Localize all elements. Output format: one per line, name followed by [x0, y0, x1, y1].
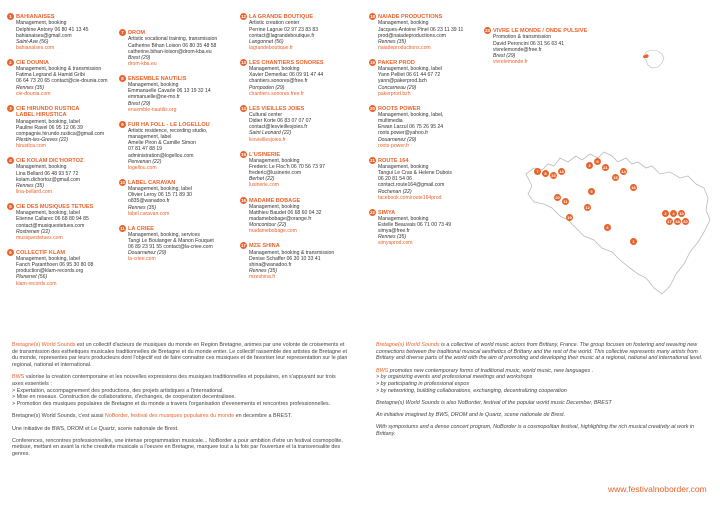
entry-website[interactable]: lagrandeboutique.fr	[249, 44, 293, 51]
fr-paragraph-4: Une initiative de BWS, DROM et Le Quartz, scene nationale de Brest.	[12, 425, 179, 432]
map-marker-5: 5	[588, 188, 595, 195]
entry-number-badge: 12	[241, 14, 246, 19]
entry-detail: yann@pakerprod.bzh	[378, 78, 427, 85]
map-marker-18: 18	[675, 219, 680, 224]
entry-name: NAIADE PRODUCTIONS	[378, 14, 443, 20]
entry-city: Moncontour (22)	[249, 222, 287, 229]
entry-detail: Didier Korte 06 83 07 07 07	[249, 118, 312, 125]
entry-number-badge: 14	[241, 105, 246, 111]
entry-detail: Management, booking	[378, 216, 429, 223]
entry-city: Plestin-les-Greves (22)	[16, 136, 69, 143]
entry-detail: Perrine Lagrue 02 97 23 83 83	[249, 26, 319, 33]
entry-detail: management, label	[128, 134, 172, 141]
brittany-map	[520, 128, 715, 298]
directory-entry	[120, 179, 256, 217]
entry-detail: Jacques-Antoine Pinel 06 23 11 39 11	[378, 26, 464, 33]
entry-detail: Etienne Callarec 06 68 80 94 85	[16, 216, 89, 223]
entry-detail: Management, booking	[378, 20, 429, 27]
entry-name: LES VIEILLES JOIES	[249, 105, 305, 112]
entry-city: Saint-Ave (56)	[16, 38, 49, 45]
entry-detail: Management, booking	[249, 158, 300, 165]
entry-number-badge: 19	[370, 59, 375, 65]
entry-detail: Management, booking & transmission	[249, 249, 335, 256]
entry-detail: Tangui Le Cras & Helene Dubois	[378, 170, 452, 177]
directory-column-4	[370, 14, 490, 256]
map-marker-23: 23	[551, 173, 556, 178]
entry-detail: Management, booking	[249, 66, 300, 73]
entry-detail: prod@naiadeproductions.com	[378, 32, 447, 39]
entry-number-badge: 1	[7, 13, 14, 20]
entry-detail: frederic@lusinerie.com	[249, 170, 302, 177]
entry-website[interactable]: drom-kba.eu	[128, 60, 157, 67]
entry-detail: shina@wanadoo.fr	[249, 261, 292, 268]
directory-entry	[120, 225, 256, 263]
entry-detail: Amelie Piron & Camille Simon	[128, 140, 196, 147]
entry-number-badge: 16	[241, 197, 246, 203]
en-paragraph-2: BWS promotes new contemporary forms of traditional music, world music, new languages . > by organizing events and professional meetings and workshops > by participating in professional expos > by networking, building collaborations, exchanging, decentralizing cooperation	[376, 367, 594, 394]
entry-name: CIE KOLAM DIC'HORTOZ	[16, 158, 84, 165]
entry-number-badge: 10	[120, 179, 125, 185]
directory-entry	[485, 28, 623, 65]
entry-name: CIE DES MUSIQUES TETUES	[16, 203, 94, 210]
fr-paragraph-1: Bretagne(s) World Sounds est un collectif d'acteurs de musiques du monde en Region Bretagne, animes par une volonte de croisements et de transmission des esthetiques musicales traditionnelles de Bretagne et du monde entier. Le collectif rassemble des artistes de Bretagne et du monde, representes par leurs producteurs dont l'objectif est de faire connaitre ces musiques et de favoriser leur representation sur le plan regional, national et international.	[12, 342, 348, 369]
entry-city: Rennes (35)	[249, 268, 278, 275]
entry-website[interactable]: la-criee.com	[128, 256, 156, 263]
entry-detail: Management, booking	[16, 20, 67, 27]
directory-column-5	[485, 28, 623, 74]
entry-number-badge: 20	[370, 105, 375, 111]
map-marker-19: 19	[567, 215, 572, 220]
entry-detail: 06 20 81 54 06	[378, 176, 412, 183]
entry-detail: Management, booking	[378, 164, 429, 171]
entry-city: Langonnet (56)	[249, 38, 284, 45]
entry-name: DROM	[128, 30, 146, 36]
map-marker-13: 13	[559, 169, 564, 174]
entry-city: Brest (29)	[128, 54, 151, 61]
entry-city: Concarneau (29)	[378, 84, 417, 91]
map-marker-14: 14	[621, 169, 626, 174]
entry-name: ROOTS POWER	[378, 105, 421, 112]
entry-detail: 06 89 23 91 55 contact@la-criee.com	[128, 244, 213, 251]
entry-city: Plunerret (56)	[16, 274, 48, 281]
entry-website[interactable]: ensemble-nautilis.org	[128, 106, 177, 113]
entry-name: CIE HIRUNDO RUSTICA	[16, 105, 80, 112]
directory-entry	[241, 151, 374, 189]
fr-paragraph-2: BWS valorise la creation contemporaine et les nouvelles expressions des musiques traditionnelles et populaires, en s'appuyant sur trois axes essentiels : > Expertation, accompagnement des productions, des projets artistiques a l'international. > Mise en reseaux. Construction de collaborations, d'echanges, de cooperation decentralisee. > Promotion des musiques populaires de Bretagne et du monde a travers l'organisation d'evenements et rencontres professionnelles.	[12, 374, 336, 408]
entry-detail: Management, booking, label	[16, 210, 80, 217]
directory-entry	[9, 158, 141, 195]
entry-detail: Lina Bellard 06 48 93 57 72	[16, 170, 79, 177]
entry-number-badge: 4	[7, 157, 14, 164]
entry-detail: Cultural center	[249, 112, 283, 119]
entry-website[interactable]: simyaprod.com	[378, 240, 413, 247]
map-marker-8: 8	[542, 170, 549, 177]
entry-detail: Yann Pelliet 06 61 44 67 72	[378, 72, 441, 79]
entry-website[interactable]: lesvieillesjoies.fr	[249, 136, 286, 143]
map-marker-1: 1	[630, 238, 637, 245]
entry-number-badge: 17	[241, 243, 246, 249]
en-paragraph-1: Bretagne(s) World Sounds is a collective of world music actors from Brittany, France. The group focuses on fostering and weaving new connections between the traditional musical aesthetics of Brittany and the rest of the world. This collective represents many artists from Brittany and diverse parts of the world with the aim of promoting and developing their music at a regional, national and international level.	[376, 342, 703, 362]
map-marker-2: 2	[662, 210, 669, 217]
entry-detail: David Peroncini 06 31 56 63 41	[493, 40, 565, 47]
entry-detail: Pauline Ravel 06 95 12 06 39	[16, 124, 83, 131]
entry-name: BAHIANAISES	[16, 14, 55, 20]
entry-city: Rennes (35)	[378, 38, 407, 45]
entry-website[interactable]: cie-dounia.com	[16, 90, 51, 97]
entry-number-badge: 21	[370, 157, 375, 163]
entry-detail: Management, booking, services	[128, 232, 200, 239]
directory-entry	[370, 157, 490, 201]
entry-detail: madamebobage@orange.fr	[249, 216, 312, 223]
entry-website[interactable]: label.caravan.com	[128, 210, 170, 217]
map-marker-9: 9	[594, 158, 601, 165]
entry-name: ENSEMBLE NAUTILIS	[128, 75, 187, 82]
entry-number-badge: 11	[120, 225, 125, 231]
entry-city: Rennes (35)	[16, 84, 45, 91]
entry-detail: Emmanuelle Cavarle 06 13 19 32 14	[128, 88, 211, 95]
entry-detail: Management, booking, label	[378, 66, 442, 73]
entry-website[interactable]: mzeshina.fr	[249, 274, 276, 281]
entry-detail: Frederic Le Floc'h 06 70 56 73 97	[249, 164, 326, 171]
entry-website[interactable]: lina-bellard.com	[16, 188, 52, 195]
directory-column-2	[120, 30, 256, 272]
directory-entry	[241, 197, 374, 235]
entry-detail: simya@free.fr	[378, 228, 410, 235]
map-marker-16: 16	[631, 185, 636, 190]
entry-number-badge: 15	[241, 151, 246, 157]
entry-detail: Estelle Beauvais 06 71 00 73 49	[378, 222, 452, 229]
entry-website[interactable]: vivrelemonde.fr	[493, 58, 528, 65]
france-inset-map	[640, 48, 668, 70]
entry-website[interactable]: lusinerie.com	[249, 182, 280, 189]
entry-number-badge: 23	[485, 28, 490, 33]
entry-website[interactable]: hirustica.com	[16, 142, 47, 149]
entry-name: LES CHANTIERS SONORES	[249, 59, 324, 66]
entry-number-badge: 13	[241, 59, 246, 65]
directory-entry	[370, 14, 490, 51]
entry-website[interactable]: naiadeproductions.com	[378, 44, 431, 51]
festival-website-link[interactable]: www.festivalnoborder.com	[608, 484, 707, 494]
entry-detail: Fatima Legrand & Hamid Gribi	[16, 72, 85, 79]
map-marker-17: 17	[667, 219, 672, 224]
map-marker-11: 11	[563, 199, 568, 204]
entry-detail: emmanuelle@ne-mo.fr	[128, 94, 180, 101]
entry-name: LA CRIEE	[128, 225, 154, 232]
entry-detail: Erwan Larzul 06 75 26 95 24	[378, 124, 444, 131]
entry-name: VIVRE LE MONDE / ONDE PULSIVE	[493, 28, 588, 34]
entry-name: LA GRANDE BOUTIQUE	[249, 14, 314, 20]
entry-detail: Management, booking	[16, 164, 67, 171]
en-paragraph-3: Bretagne(s) World Sounds is also NoBorder, festival of the popular world music December, BREST	[376, 399, 612, 406]
entry-name: LABEL CARAVAN	[128, 179, 176, 186]
entry-city: Douarnenez (29)	[378, 136, 417, 143]
directory-entry	[241, 243, 374, 281]
entry-website[interactable]: musiquestetues.com	[16, 234, 63, 241]
entry-number-badge: 18	[370, 14, 375, 19]
entry-detail: Management, booking, label	[128, 186, 192, 193]
entry-detail: Tangi Le Boulanger & Manon Fouquet	[128, 238, 214, 245]
entry-city: Rennes (35)	[128, 204, 157, 211]
entry-website[interactable]: facebook.com/route164prod	[378, 194, 442, 201]
entry-detail: 07 81 47 88 19	[128, 146, 162, 153]
map-marker-21: 21	[603, 165, 608, 170]
entry-website[interactable]: chantiers.sonores.free.fr	[249, 90, 304, 97]
entry-website[interactable]: logellou.com	[128, 164, 157, 171]
entry-city: Brest (29)	[493, 52, 516, 59]
brittany-highlight	[643, 54, 649, 58]
entry-city: Rennes (35)	[378, 234, 407, 241]
entry-name: COLLECTIF KLAM	[16, 249, 66, 256]
entry-detail: multimedia	[378, 118, 403, 125]
entry-detail: roots.power@yahoo.fr	[378, 130, 429, 137]
entry-detail: Delphine Antony 06 80 41 13 45	[16, 26, 89, 33]
entry-website[interactable]: roots-power.fr	[378, 142, 410, 149]
entry-name: CIE DOUNIA	[16, 59, 49, 66]
entry-detail: 06 64 73 20 65 contact@cie-dounia.com	[16, 78, 108, 85]
map-marker-6: 6	[604, 224, 611, 231]
entry-detail: Management, booking	[249, 203, 300, 210]
entry-number-badge: 22	[370, 209, 375, 215]
directory-entry	[370, 59, 490, 97]
entry-number-badge: 2	[7, 59, 14, 66]
entry-website[interactable]: pakerprod.bzh	[378, 90, 411, 97]
directory-entry	[9, 249, 141, 287]
map-marker-22: 22	[683, 219, 688, 224]
french-description	[12, 342, 348, 463]
entry-detail: contact@lesvieillesjoies.fr	[249, 124, 308, 131]
brittany-outline	[520, 128, 715, 298]
directory-entry	[370, 209, 490, 247]
entry-detail: production@klam-records.org	[16, 268, 84, 275]
entry-detail: kolam.dichortoz@gmail.com	[16, 176, 81, 183]
entry-detail: o835@wanadoo.fr	[128, 198, 170, 205]
entry-detail: compagnie.hirundo.rustica@gmail.com	[16, 130, 105, 137]
entry-detail: Management, booking & transmission	[16, 66, 102, 73]
entry-detail: bahianaises@gmail.com	[16, 32, 72, 39]
entry-name: ROUTE 164	[378, 157, 409, 164]
entry-number-badge: 8	[119, 75, 126, 82]
map-marker-20: 20	[555, 195, 560, 200]
map-marker-4: 4	[670, 210, 677, 217]
en-paragraph-4: An initiative imagined by BWS, DROM and le Quartz, scene nationale de Brest.	[376, 412, 566, 419]
entry-name: FUR HA FOLL - LE LOGELLOU	[128, 121, 210, 128]
map-marker-15: 15	[613, 175, 618, 180]
entry-detail: contact.route164@gmail.com	[378, 182, 445, 189]
directory-entry	[241, 14, 374, 51]
map-marker-12: 12	[585, 205, 590, 210]
entry-city: Rochenan (22)	[378, 188, 412, 195]
entry-city: Penvenan (22)	[128, 158, 162, 165]
entry-name: MZE SHINA	[249, 243, 280, 250]
entry-city: Saint Leonard (22)	[249, 130, 292, 137]
entry-detail: Xavier Demerliac 06 09 91 47 44	[249, 72, 324, 79]
entry-city: Pornpoden (29)	[249, 84, 285, 91]
entry-detail: contact@musiquestetues.com	[16, 222, 85, 229]
entry-city: Rennes (35)	[16, 182, 45, 189]
entry-website[interactable]: klam-records.com	[16, 280, 57, 287]
map-marker-3: 3	[586, 162, 593, 169]
directory-column-3	[241, 14, 374, 289]
directory-entry	[121, 121, 256, 171]
entry-city: Douarnenez (29)	[128, 250, 167, 257]
entry-name: SIMYA	[378, 209, 396, 216]
entry-detail: Management, booking, label	[16, 256, 80, 263]
entry-website[interactable]: madamebobage.com	[249, 228, 297, 235]
entry-detail: Artistic vocational training, transmission	[128, 36, 218, 43]
entry-detail: Matthieu Baudet 06 68 60 04 32	[249, 210, 322, 216]
directory-entry	[121, 75, 256, 113]
fr-paragraph-3: Bretagne(s) World Sounds, c'est aussi NoBorder, festival des musiques populaires du monde en decembre a BREST.	[12, 413, 292, 420]
en-paragraph-5: With symposiums and a dense concert program, NoBorder is a cosmopolitan festival, highlighting the rich musical creativity at work in Brittany.	[376, 424, 695, 438]
directory-entry	[9, 203, 141, 241]
entry-city: Rostrenen (22)	[16, 228, 50, 235]
entry-detail: contact@lagrandeboutique.fr	[249, 32, 315, 39]
entry-name: PAKER PROD	[378, 59, 415, 66]
map-marker-7: 7	[534, 168, 541, 175]
entry-name: MADAME BOBAGE	[249, 197, 301, 204]
entry-website[interactable]: bahianaises.com	[16, 44, 55, 51]
entry-detail: Promotion & transmission	[493, 34, 552, 41]
entry-subname: LABEL HIRUSTICA	[16, 112, 67, 119]
entry-detail: Fanch Paranthoen 06 95 30 80 08	[16, 262, 94, 269]
entry-detail: Management, booking	[128, 82, 179, 89]
fr-paragraph-5: Conferences, rencontres professionnelles, une intense programmation musicale... NoBorder a pour ambition d'etre un festival cosmopolite, metisse, mettant en avant la riche creativite musicale a l'oeuvre en Bretagne, marquee tout a la fois par l'ouverture et la transversalite des genres.	[12, 437, 343, 458]
entry-name: L'USINERIE	[249, 151, 281, 158]
entry-detail: administration@logellou.com	[128, 152, 194, 159]
directory-entry	[241, 59, 374, 97]
entry-city: Berhet (22)	[249, 176, 275, 183]
entry-number-badge: 6	[7, 249, 14, 256]
entry-detail: chantiers.sonores@free.fr	[249, 78, 308, 85]
entry-detail: Artistic creation center	[249, 20, 300, 27]
directory-entry	[121, 30, 256, 67]
entry-number-badge: 9	[119, 121, 126, 128]
entry-detail: Management, booking, label	[16, 118, 80, 125]
entry-detail: Denise Schaffer 06 30 10 33 41	[249, 255, 321, 262]
english-description	[376, 342, 710, 443]
entry-detail: Management, booking, label,	[378, 112, 444, 119]
directory-column-1	[9, 14, 141, 296]
entry-number-badge: 5	[7, 203, 14, 210]
entry-number-badge: 7	[119, 29, 126, 36]
entry-number-badge: 3	[7, 105, 14, 112]
directory-entry	[241, 105, 374, 143]
entry-detail: Catherine Bihan Loison 06 80 35 48 58	[128, 42, 217, 49]
entry-detail: Olivier Leroy 06 15 71 89 30	[128, 192, 192, 199]
entry-detail: Artistic residence, recording studio,	[128, 128, 208, 135]
map-marker-10: 10	[679, 211, 684, 216]
entry-city: Brest (29)	[128, 100, 151, 107]
entry-detail: vivrelemonde@free.fr	[493, 46, 542, 53]
entry-detail: catherine.bihan-loison@drom-kba.eu	[128, 48, 212, 55]
directory-entry	[370, 105, 490, 149]
